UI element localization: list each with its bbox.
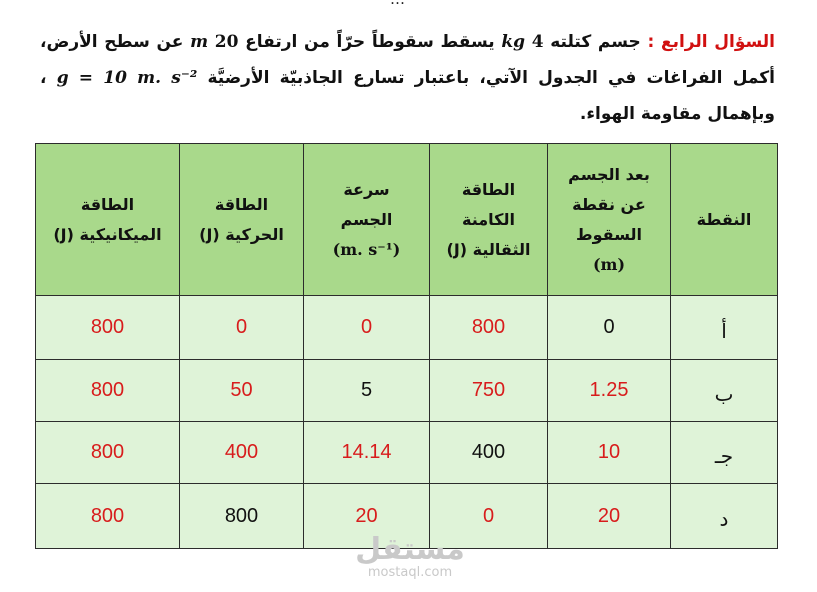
cell-point: د	[671, 484, 778, 549]
cell-kinetic: 50	[180, 360, 304, 422]
cell-distance: 1.25	[548, 360, 671, 422]
header-point: النقطة	[671, 144, 778, 296]
energy-table	[35, 143, 778, 549]
cell-potential: 750	[430, 360, 548, 422]
cell-speed: 14.14	[304, 422, 430, 484]
table-row	[36, 422, 778, 484]
question-part-1: جسم كتلته	[543, 32, 648, 52]
cell-kinetic: 800	[180, 484, 304, 549]
question-part-4: ، وبإهمال مقاومة الهواء.	[40, 68, 775, 124]
cropped-previous-line	[0, 0, 817, 8]
header-distance: بعد الجسم عن نقطة السقوط (m)	[548, 144, 671, 296]
cell-potential: 800	[430, 296, 548, 360]
table-row	[36, 360, 778, 422]
watermark-arabic: مستقل	[355, 532, 465, 567]
question-text	[40, 24, 775, 132]
cell-point: ب	[671, 360, 778, 422]
cell-speed: 5	[304, 360, 430, 422]
question-label: السؤال الرابع :	[647, 32, 775, 52]
table-header-row	[36, 144, 778, 296]
question-part-2: يسقط سقوطاً حرّاً من ارتفاع	[238, 32, 502, 52]
cell-distance: 20	[548, 484, 671, 549]
header-speed: سرعة الجسم (m. s⁻¹)	[304, 144, 430, 296]
cell-potential: 400	[430, 422, 548, 484]
header-potential-energy: الطاقة الكامنة الثقالية (J)	[430, 144, 548, 296]
gravity-expression: g = 10 m. s⁻²	[56, 68, 198, 88]
cell-mechanical: 800	[36, 360, 180, 422]
watermark-latin: mostaql.com	[367, 565, 453, 580]
mass-unit: kg	[501, 32, 526, 52]
cell-mechanical: 800	[36, 484, 180, 549]
cell-point: أ	[671, 296, 778, 360]
cell-speed: 20	[304, 484, 430, 549]
cell-potential: 0	[430, 484, 548, 549]
question-part-3: عن سطح الأرض، أكمل الفراغات في الجدول الآتي، باعتبار تسارع الجاذبيّة الأرضيَّة	[40, 32, 775, 88]
cell-kinetic: 400	[180, 422, 304, 484]
cell-kinetic: 0	[180, 296, 304, 360]
cell-point: جـ	[671, 422, 778, 484]
height-unit: m	[190, 32, 209, 52]
table-row	[36, 296, 778, 360]
height-value: 20	[214, 32, 239, 52]
mostaql-watermark	[340, 532, 480, 581]
cell-distance: 0	[548, 296, 671, 360]
header-kinetic-energy: الطاقة الحركية (J)	[180, 144, 304, 296]
cell-mechanical: 800	[36, 296, 180, 360]
cell-distance: 10	[548, 422, 671, 484]
cell-speed: 0	[304, 296, 430, 360]
mass-value: 4	[531, 32, 544, 52]
cell-mechanical: 800	[36, 422, 180, 484]
header-mechanical-energy: الطاقة الميكانيكية (J)	[36, 144, 180, 296]
